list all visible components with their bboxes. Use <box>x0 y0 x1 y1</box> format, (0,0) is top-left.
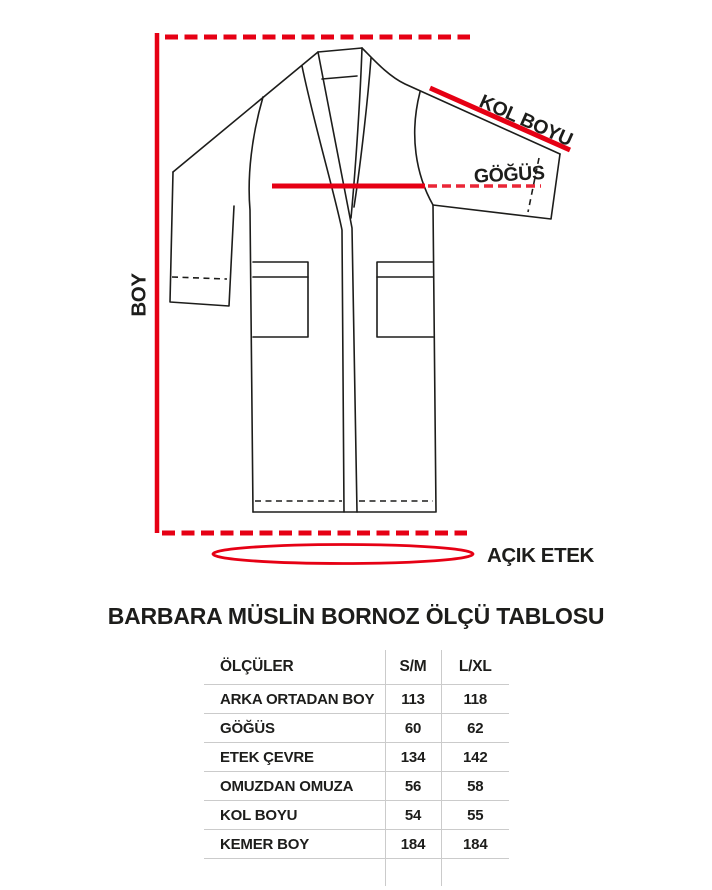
measure-name: OMUZDAN OMUZA <box>204 772 385 801</box>
left-cuff-fold-dashed <box>172 277 227 279</box>
right-pocket <box>377 262 433 337</box>
measure-name: GÖĞÜS <box>204 714 385 743</box>
size-table <box>204 650 509 886</box>
value-sm: 134 <box>385 743 441 772</box>
table-row <box>204 685 509 714</box>
open-hem-ellipse <box>213 545 473 564</box>
col-header-olculer: ÖLÇÜLER <box>204 650 385 685</box>
left-pocket <box>253 262 308 337</box>
value-lxl: 62 <box>467 719 484 737</box>
kol-boyu-label: KOL BOYU <box>475 90 576 151</box>
value-sm: 56 <box>385 772 441 801</box>
value-sm: 60 <box>385 714 441 743</box>
table-row <box>204 743 509 772</box>
value-sm: 113 <box>385 685 441 714</box>
table-rule-tail <box>204 859 509 887</box>
table-row <box>204 830 509 859</box>
measure-name: ARKA ORTADAN BOY <box>204 685 385 714</box>
table-row <box>204 714 509 743</box>
value-lxl: 58 <box>467 777 484 795</box>
col-header-lxl: L/XL <box>458 658 492 675</box>
gogus-label: GÖĞÜS <box>473 161 546 188</box>
table-row <box>204 772 509 801</box>
value-sm: 54 <box>385 801 441 830</box>
size-chart-title: BARBARA MÜSLİN BORNOZ ÖLÇÜ TABLOSU <box>107 603 605 629</box>
boy-label: BOY <box>127 273 151 317</box>
measure-name: KEMER BOY <box>204 830 385 859</box>
col-header-sm: S/M <box>385 650 441 685</box>
acik-etek-label: AÇIK ETEK <box>487 544 594 567</box>
value-lxl: 55 <box>467 806 484 824</box>
table-header-row <box>204 650 509 685</box>
value-lxl: 118 <box>463 690 488 708</box>
value-sm: 184 <box>385 830 441 859</box>
table-row <box>204 801 509 830</box>
measure-name: KOL BOYU <box>204 801 385 830</box>
value-lxl: 184 <box>463 835 488 853</box>
measure-name: ETEK ÇEVRE <box>204 743 385 772</box>
value-lxl: 142 <box>463 748 488 766</box>
